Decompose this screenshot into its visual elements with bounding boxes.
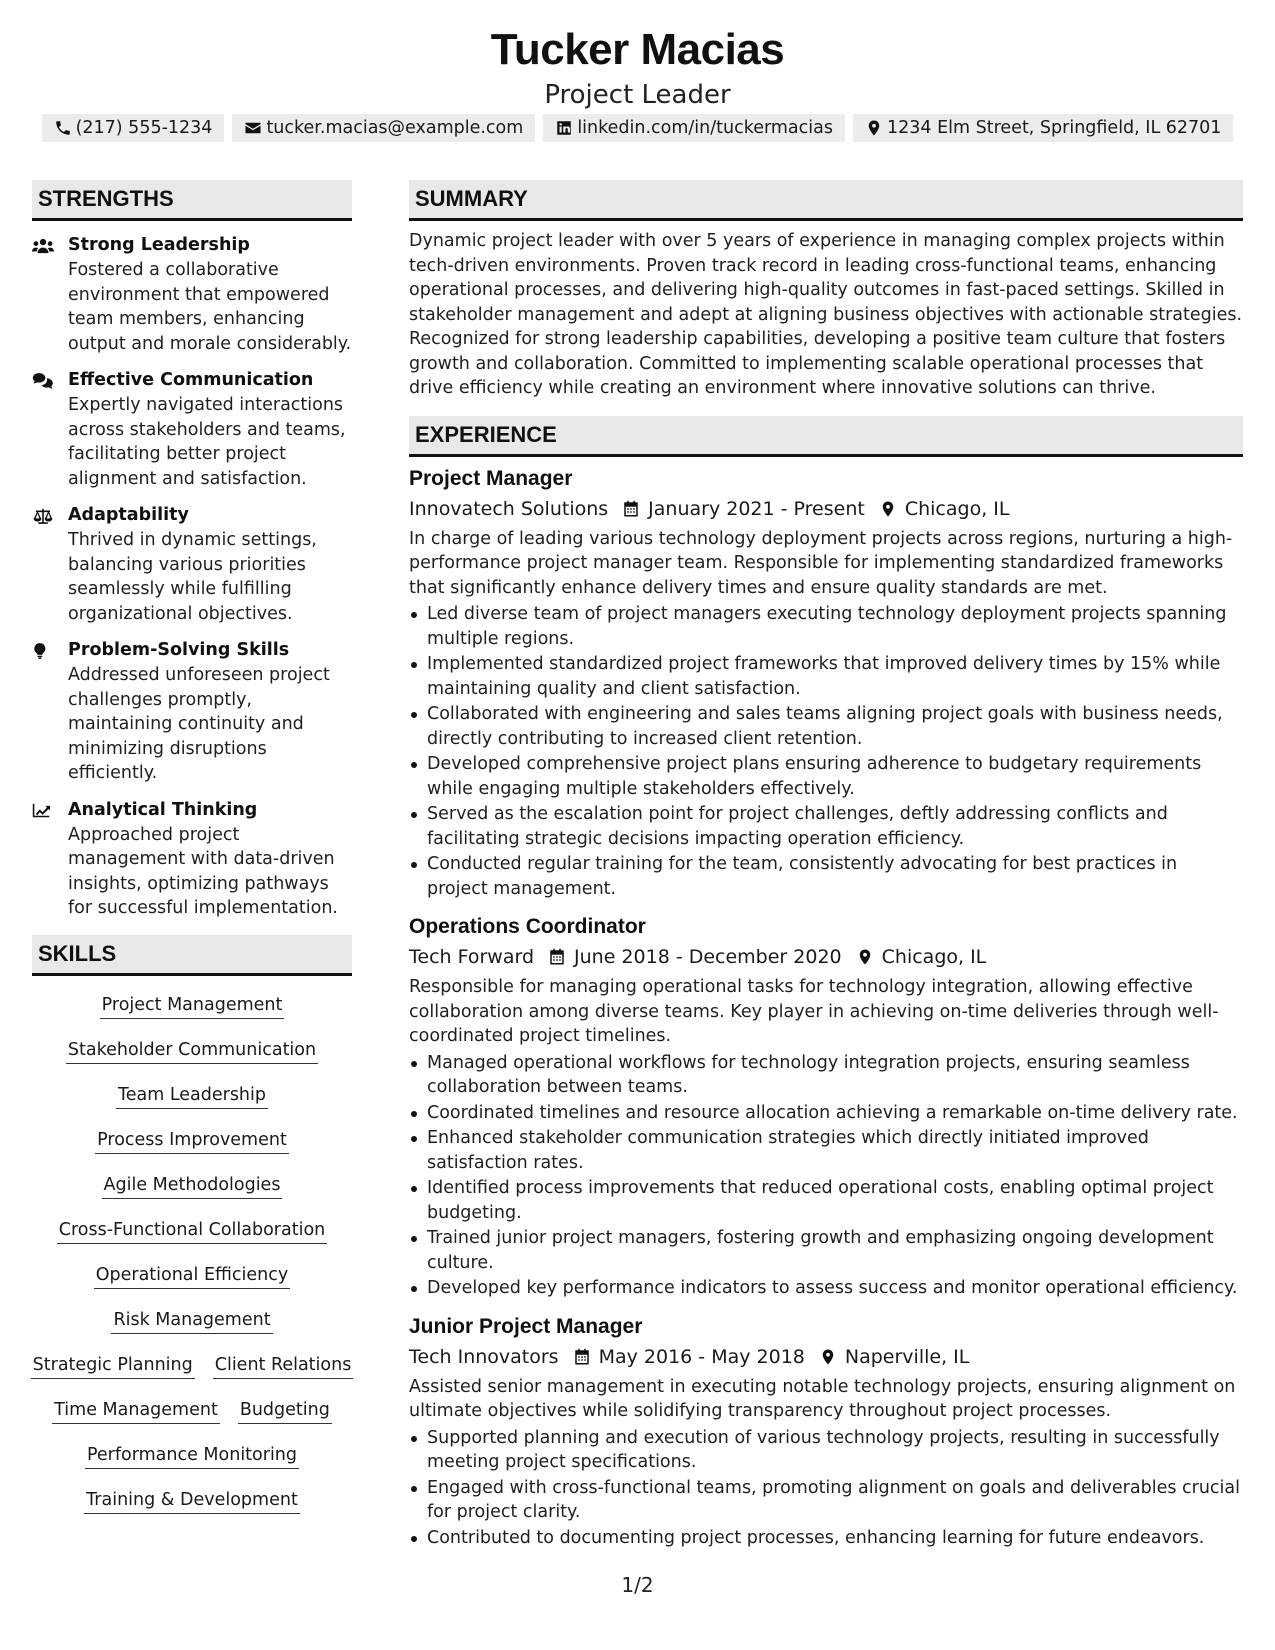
contact-address-text: 1234 Elm Street, Springfield, IL 62701 xyxy=(887,118,1222,138)
bullet-item: Contributed to documenting project processes, enhancing learning for future endeavors. xyxy=(409,1526,1243,1551)
skill-row xyxy=(66,1029,318,1074)
bullet-item: Coordinated timelines and resource allocation achieving a remarkable on-time delivery rate. xyxy=(409,1101,1243,1126)
right-column xyxy=(409,180,1243,1551)
job-location: Chicago, IL xyxy=(904,497,1010,520)
skill-tag: Stakeholder Communication xyxy=(66,1040,318,1064)
skill-tag: Time Management xyxy=(52,1400,220,1424)
calendar-icon xyxy=(622,500,640,518)
skill-tag: Project Management xyxy=(100,995,285,1019)
job-bullets xyxy=(409,1051,1243,1301)
bullet-item: Developed key performance indicators to assess success and monitor operational efficiency. xyxy=(409,1276,1243,1301)
strength-desc: Fostered a collaborative environment that empowered team members, enhancing output and morale considerably. xyxy=(68,260,352,354)
skill-tag: Cross-Functional Collaboration xyxy=(57,1220,328,1244)
bullet-item: Enhanced stakeholder communication strategies which directly initiated improved satisfaction rates. xyxy=(409,1126,1243,1175)
job-entry xyxy=(409,913,1243,1301)
strength-item xyxy=(32,368,352,491)
skill-row xyxy=(100,984,285,1029)
job-bullets xyxy=(409,602,1243,901)
strengths-list xyxy=(32,233,352,921)
job-location: Naperville, IL xyxy=(844,1345,970,1368)
job-dates: June 2018 - December 2020 xyxy=(574,946,842,968)
contact-email[interactable] xyxy=(232,114,535,142)
skill-tag: Training & Development xyxy=(84,1490,300,1514)
skill-tag: Process Improvement xyxy=(95,1130,289,1154)
strength-item xyxy=(32,638,352,786)
job-bullets xyxy=(409,1426,1243,1551)
map-pin-icon xyxy=(865,119,883,137)
phone-icon xyxy=(54,119,72,137)
strength-title: Analytical Thinking xyxy=(68,799,258,820)
strength-title: Strong Leadership xyxy=(68,235,250,255)
skill-row xyxy=(52,1389,332,1434)
skill-tag: Operational Efficiency xyxy=(94,1265,291,1289)
job-company: Tech Forward xyxy=(409,946,535,968)
resume-header xyxy=(0,22,1275,112)
strength-desc: Addressed unforeseen project challenges promptly, maintaining continuity and minimizing disruptions efficiently. xyxy=(68,665,330,783)
strength-item xyxy=(32,503,352,626)
skill-row xyxy=(85,1434,299,1479)
strength-title: Problem-Solving Skills xyxy=(68,640,290,660)
strength-item xyxy=(32,798,352,921)
skill-tag: Team Leadership xyxy=(116,1085,268,1109)
skills-section xyxy=(32,935,352,1524)
candidate-name: Tucker Macias xyxy=(490,25,785,74)
experience-heading: EXPERIENCE xyxy=(409,416,1243,457)
calendar-icon xyxy=(548,948,566,966)
skill-row xyxy=(94,1254,291,1299)
balance-scale-icon xyxy=(32,507,54,525)
bullet-item: Trained junior project managers, fostering growth and emphasizing ongoing development culture. xyxy=(409,1226,1243,1275)
skill-row xyxy=(57,1209,328,1254)
contact-phone-text: (217) 555-1234 xyxy=(75,118,213,138)
bullet-item: Conducted regular training for the team, consistently advocating for best practices in project management. xyxy=(409,852,1243,901)
skill-row xyxy=(111,1299,272,1344)
strength-title: Adaptability xyxy=(68,505,189,525)
strength-desc: Thrived in dynamic settings, balancing various priorities seamlessly while fulfilling organizational objectives. xyxy=(68,530,317,624)
strength-item xyxy=(32,233,352,356)
candidate-title: Project Leader xyxy=(544,80,731,110)
skill-tag: Strategic Planning xyxy=(31,1355,195,1379)
contact-email-text: tucker.macias@example.com xyxy=(266,118,524,138)
left-column xyxy=(32,180,352,1510)
bullet-item: Supported planning and execution of various technology projects, resulting in successfully meeting project specifications. xyxy=(409,1426,1243,1475)
linkedin-icon xyxy=(555,119,573,137)
map-pin-icon xyxy=(856,948,874,966)
strength-title: Effective Communication xyxy=(68,370,314,390)
skill-tag: Agile Methodologies xyxy=(102,1175,283,1199)
bullet-item: Developed comprehensive project plans ensuring adherence to budgetary requirements while engaging multiple stakeholders effectively. xyxy=(409,752,1243,801)
bullet-item: Engaged with cross-functional teams, promoting alignment on goals and deliverables crucial for project clarity. xyxy=(409,1476,1243,1525)
bullet-item: Identified process improvements that reduced operational costs, enabling optimal project budgeting. xyxy=(409,1176,1243,1225)
job-entry xyxy=(409,1313,1243,1551)
line-chart-icon xyxy=(32,802,54,820)
job-location: Chicago, IL xyxy=(881,946,987,968)
envelope-icon xyxy=(244,119,262,137)
skills-list xyxy=(32,984,352,1524)
skill-tag: Client Relations xyxy=(213,1355,354,1379)
contact-phone xyxy=(42,114,225,142)
strength-desc: Expertly navigated interactions across stakeholders and teams, facilitating better project alignment and satisfaction. xyxy=(68,395,346,489)
job-dates: January 2021 - Present xyxy=(648,497,865,520)
strengths-heading: STRENGTHS xyxy=(32,180,352,221)
bullet-item: Collaborated with engineering and sales teams aligning project goals with business needs, directly contributing to increased client retention. xyxy=(409,702,1243,751)
summary-text: Dynamic project leader with over 5 years of experience in managing complex projects within tech-driven environments. Proven track record in leading cross-functional teams, enhancing operational processes, and delivering high-quality outcomes in fast-paced settings. Skilled in stakeholder management and adept at aligning business objectives with actionable strategies. Recognized for strong leadership capabilities, developing a positive team culture that fosters growth and collaboration. Committed to implementing scalable operational processes that drive efficiency while creating an environment where innovative solutions can thrive. xyxy=(409,231,1243,398)
job-meta xyxy=(409,493,1243,525)
map-pin-icon xyxy=(819,1348,837,1366)
skill-row xyxy=(116,1074,268,1119)
contact-linkedin[interactable] xyxy=(543,114,845,142)
job-entry xyxy=(409,465,1243,902)
skill-row xyxy=(102,1164,283,1209)
strength-desc: Approached project management with data-driven insights, optimizing pathways for successful implementation. xyxy=(68,824,338,918)
users-icon xyxy=(32,237,54,255)
job-title: Junior Project Manager xyxy=(409,1314,643,1338)
job-description: In charge of leading various technology deployment projects across regions, nurturing a high-performance project manager team. Responsible for implementing standardized frameworks that significantly enhance delivery times and ensure quality standards are met. xyxy=(409,528,1233,598)
job-meta xyxy=(409,941,1243,973)
skill-row xyxy=(84,1479,300,1524)
skill-tag: Budgeting xyxy=(238,1400,332,1424)
comments-icon xyxy=(32,372,54,390)
map-pin-icon xyxy=(879,500,897,518)
skill-row xyxy=(31,1344,354,1389)
job-dates: May 2016 - May 2018 xyxy=(598,1345,805,1368)
job-description: Assisted senior management in executing notable technology projects, ensuring alignment on ultimate objectives while solidifying transparency throughout project processes. xyxy=(409,1376,1236,1421)
job-title: Project Manager xyxy=(409,466,573,490)
skill-row xyxy=(95,1119,289,1164)
contact-bar xyxy=(0,114,1275,142)
job-meta xyxy=(409,1341,1243,1373)
bullet-item: Served as the escalation point for project challenges, deftly addressing conflicts and facilitating strategic decisions impacting operation efficiency. xyxy=(409,802,1243,851)
bullet-item: Managed operational workflows for technology integration projects, ensuring seamless collaboration between teams. xyxy=(409,1051,1243,1100)
contact-linkedin-text: linkedin.com/in/tuckermacias xyxy=(577,118,833,138)
calendar-icon xyxy=(573,1348,591,1366)
job-description: Responsible for managing operational tasks for technology integration, allowing effective collaboration among diverse teams. Key player in achieving on-time deliveries through well-coordinated project timelines. xyxy=(409,977,1219,1046)
lightbulb-icon xyxy=(32,642,54,660)
contact-address xyxy=(853,114,1233,142)
skill-tag: Risk Management xyxy=(111,1310,272,1334)
summary-heading: SUMMARY xyxy=(409,180,1243,221)
job-company: Innovatech Solutions xyxy=(409,497,609,520)
skills-heading: SKILLS xyxy=(32,935,352,976)
skill-tag: Performance Monitoring xyxy=(85,1445,299,1469)
job-title: Operations Coordinator xyxy=(409,915,646,938)
job-company: Tech Innovators xyxy=(409,1345,559,1368)
page-number: 1/2 xyxy=(621,1573,654,1597)
bullet-item: Implemented standardized project frameworks that improved delivery times by 15% while maintaining quality and client satisfaction. xyxy=(409,652,1243,701)
bullet-item: Led diverse team of project managers executing technology deployment projects spanning multiple regions. xyxy=(409,602,1243,651)
